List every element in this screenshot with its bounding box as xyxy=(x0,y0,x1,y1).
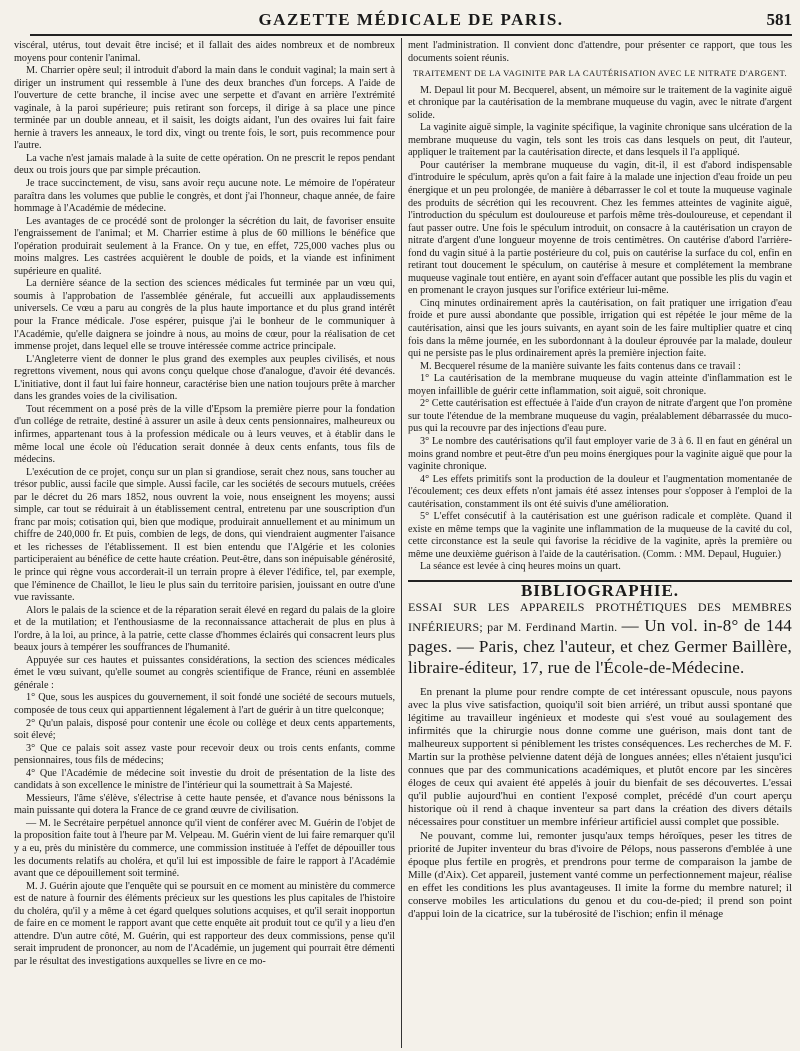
paragraph: Tout récemment on a posé près de la ville d'Epsom la première pierre pour la fondation d'un collége de retraite, destiné à assurer un asile à deux cents pensionnaires, malheureux ou infirmes, appartenant tous à la profession médicale ou à leurs veuves, et à établir dans le même local une école où l'éducation serait donnée à deux cents enfants, tous fils de médecins. xyxy=(14,403,395,466)
bibliography-heading: BIBLIOGRAPHIE. xyxy=(520,580,680,600)
book-title-main: ESSAI SUR LES APPAREILS PROTHÉTIQUES DES MEMBRES INFÉRIEURS; par M. Ferdinand Martin. xyxy=(408,599,792,634)
list-item: 1° La cautérisation de la membrane muqueuse du vagin atteinte d'inflammation est le moyen infaillible de guérir cette inflammation, soit aiguë, soit chronique. xyxy=(408,373,792,397)
left-column xyxy=(14,40,395,1045)
page-header xyxy=(30,10,792,32)
header-rule xyxy=(30,34,792,36)
paragraph: En prenant la plume pour rendre compte de cet intéressant opuscule, nous payons avec la plus vive satisfaction, quoiqu'il soit bien arriéré, un tribut aussi spontané que légitime au travailleur ingénieux et modeste qui s'est voué au soulagement des infirmités que la chirurgie nous donne comme une guérison, mais dont tant de malheureux supportent si péniblement les tristes conséquences. Les recherches de M. F. Martin sur la prothèse pelvienne datent déjà de longues années; elles n'étaient jusqu'ici connues que par des communications académiques, et plutôt encore par les sincères éloges de ceux qui avaient été appelés à jouir du bienfait de ses découvertes. L'essai qu'il publie aujourd'hui en contient l'exposé complet, précédé d'un court aperçu historique où il rend à chaque inventeur sa part dans la création des divers détails nécessaires pour constituer un membre inférieur artificiel aussi complet que possible. xyxy=(408,685,792,829)
paragraph: M. Charrier opère seul; il introduit d'abord la main dans le conduit vaginal; la main sert à diriger un instrument qui ressemble à l'une des deux branches d'un forceps. A l'aide de l'ouverture de cette branche, il incise avec une serpette et d'avant en arrière l'extrémité vaginale, à la paroi supérieure; puis retirant son forceps, il dirige à sa place une pince terminée par un double anneau, et il saisit, les doigts aidant, l'un des ovaires lui fait faire hernie à travers les anneaux, le tord dix, vingt ou trente fois, le sort, puis recommence pour l'autre. xyxy=(14,65,395,152)
list-item: 4° Que l'Académie de médecine soit investie du droit de présentation de la liste des candidats à son excellence le ministre de l'intérieur qui la soumettrait à Sa Majesté. xyxy=(14,767,395,792)
paragraph: Messieurs, l'âme s'élève, s'électrise à cette haute pensée, et d'avance nous bénissons la main puissante qui dotera la France de ce grand œuvre de civilisation. xyxy=(14,792,395,817)
paragraph: La séance est levée à cinq heures moins un quart. xyxy=(420,561,621,573)
list-item: 5° L'effet consécutif à la cautérisation est une guérison radicale et complète. Quand il existe en même temps que la vaginite une inflammation de la muqueuse de la cavité du col, cette circonstance est la seule qui favorise la récidive de la vaginite, après la première ou même une deuxième guérison à l'aide de la cautérisation. (Comm. : MM. Depaul, Huguier.) xyxy=(408,511,792,560)
paragraph: La vaginite aiguë simple, la vaginite spécifique, la vaginite chronique sans ulcération de la membrane muqueuse du vagin, tels sont les trois cas dans lesquels on peut, dit l'auteur, appliquer le traitement par la cautérisation directe, et dans lesquels il l'a appliqué. xyxy=(408,122,792,159)
paragraph: M. Depaul lit pour M. Becquerel, absent, un mémoire sur le traitement de la vaginite aiguë et chronique par la cautérisation de la membrane muqueuse du vagin, avec le nitrate d'argent solide. xyxy=(408,84,792,121)
paragraph: Ne pouvant, comme lui, remonter jusqu'aux temps héroïques, peser les titres de priorité de Jupiter inventeur du bras d'ivoire de Pélops, nous passerons d'emblée à une époque plus fertile en progrès, et prendrons pour terme de comparaison la jambe de Mille (d'Aix). Cet appareil, justement vanté comme un perfectionnement majeur, réalise en effet les conditions les plus avantageuses. Il imite la forme du membre naturel; il conserve mobiles les articulations du genou et du cou-de-pied; il prend son point d'appui loin de la cicatrice, sur la tubérosité de l'ischion; enfin il ménage xyxy=(408,829,792,921)
section-heading: TRAITEMENT DE LA VAGINITE PAR LA CAUTÉRISATION AVEC LE NITRATE D'ARGENT. xyxy=(412,68,788,79)
paragraph: M. Becquerel résume de la manière suivante les faits contenus dans ce travail : xyxy=(420,360,741,372)
list-item: 3° Que ce palais soit assez vaste pour recevoir deux ou trois cents enfants, comme pensionnaires, tous fils de médecins; xyxy=(14,742,395,767)
paragraph: Cinq minutes ordinairement après la cautérisation, on fait pratiquer une irrigation d'eau froide et pure aussi abondante que possible, irrigation qui est répétée le jour même de la cautérisation, ainsi que les jours suivants, en ayant soin de les faire multiplier quatre et cinq fois dans la même journée, en les subordonnant à la douleur éprouvée par la malade, douleur qui ne persiste pas le plus ordinairement après la première injection faite. xyxy=(408,297,792,360)
paragraph: La vache n'est jamais malade à la suite de cette opération. On ne prescrit le repos pendant deux ou trois jours que par simple précaution. xyxy=(14,152,395,177)
paragraph: Alors le palais de la science et de la réparation serait élevé en regard du palais de la gloire et de la mutilation; et l'enthousiasme de la reconnaissance attacherait de plus en plus à l'ordre, à la loi, au prince, à la patrie, cette classe d'hommes éclairés qui consacrent leurs plus beaux jours à tempérer les souffrances de l'humanité. xyxy=(14,604,395,654)
right-column xyxy=(408,40,792,1045)
list-item: 2° Qu'un palais, disposé pour contenir une école ou collège et deux cents appartements, soit élevé; xyxy=(14,717,395,742)
list-item: 2° Cette cautérisation est effectuée à l'aide d'un crayon de nitrate d'argent que l'on promène sur toute l'étendue de la membrane muqueuse du vagin, préalablement débarrassée du muco-pus qui la recouvre par des injections d'eau pure. xyxy=(408,398,792,435)
column-divider xyxy=(401,38,402,1048)
book-title xyxy=(408,600,792,678)
paragraph: Je trace succinctement, de visu, sans avoir reçu aucune note. Le mémoire de l'opérateur paraîtra dans les volumes que publie le congrès, et dont j'ai l'honneur, chaque année, de faire hommage à l'Académie de médecine. xyxy=(14,178,395,215)
paragraph: Les avantages de ce procédé sont de prolonger la sécrétion du lait, de favoriser ensuite l'engraissement de l'animal; et M. Charrier estime à plus de 60 millions le bénéfice que l'opération produirait seulement à la France. On y tue, en effet, 725,000 vaches plus ou moins malgres. Les castrées acquièrent le double de poids, et la viande est infiniment supérieure en qualité. xyxy=(14,215,395,277)
paragraph: Pour cautériser la membrane muqueuse du vagin, dit-il, il est d'abord indispensable d'introduire le spéculum, après qu'on a fait faire à la malade une injection d'eau froide un peu énergique et un peu prolongée, de manière à débarrasser le col et toute la muqueuse vaginale des produits de sécrétion qui les recouvrent. Chez les femmes atteintes de vaginite aiguë, l'introduction du spéculum est douloureuse et parfois même très-douloureuse, et cependant il faut passer outre. Une fois le spéculum introduit, on consacre à la cautérisation un crayon de nitrate d'argent d'une longueur moyenne de trois centimètres. On cautérise d'abord l'arrière-fond du vagin situé à la partie postérieure du col, puis on cautérise la surface du col, enfin en retirant tout doucement le spéculum, on cautérise à mesure et complétement la membrane muqueuse vaginale tout entière, en ayant soin d'effacer autant que possible les plis du vagin et en promenant le crayon jusques sur l'orifice extérieur lui-même. xyxy=(408,159,792,297)
paragraph: — M. le Secrétaire perpétuel annonce qu'il vient de conférer avec M. Guérin de l'objet de la proposition faite tout à l'heure par M. Velpeau. M. Guérin vient de lui faire remarquer qu'il y a eu, près du ministère du commerce, une commission instituée à l'effet de dépouiller tous les documents relatifs au choléra, et qu'il lui est impossible de faire le rapport à l'Académie avant que ce dépouillement soit terminé. xyxy=(14,817,395,880)
page-number: 581 xyxy=(766,10,792,29)
paragraph: L'Angleterre vient de donner le plus grand des exemples aux peuples civilisés, et nous regrettons vivement, nous qui avons conçu quelque chose d'analogue, d'avoir été devancés. L'initiative, dont il faut lui faire honneur, caractérise bien une nation toujours prête à marcher dans les grandes voies de la civilisation. xyxy=(14,353,395,403)
list-item: 1° Que, sous les auspices du gouvernement, il soit fondé une société de secours mutuels, composée de tous ceux qui appartiennent légalement à l'art de guérir à un titre quelconque; xyxy=(14,692,395,716)
paragraph: M. J. Guérin ajoute que l'enquête qui se poursuit en ce moment au ministère du commerce est de nature à fournir des éléments précieux sur les questions les plus capitales de l'histoire du choléra, qu'il y a même à cet égard quelques solutions acquises, et qu'il serait inopportun de faire en ce moment le rapport avant que cette enquête ait produit tout ce qu'il y a lieu d'en attendre. D'un autre côté, M. Guérin, qui est rapporteur des deux commissions, pense qu'il serait imprudent de prononcer, au nom de l'Académie, un jugement qui pourrait être démenti par le résultat des investigations auxquelles se livre en ce mo- xyxy=(14,880,395,967)
review-body xyxy=(408,686,792,922)
paragraph: viscéral, utérus, tout devait être incisé; et il fallait des aides nombreux et de nombreux moyens pour contenir l'animal. xyxy=(14,40,395,64)
paragraph: Appuyée sur ces hautes et puissantes considérations, la section des sciences médicales émet le vœu suivant, qu'elle soumet au congrès scientifique de France, réuni en assemblée générale : xyxy=(14,654,395,691)
book-details: — Un vol. in-8° de 144 pages. — Paris, chez l'auteur, et chez Germer Baillère, libraire-éditeur, 17, rue de l'École-de-Médecine. xyxy=(408,615,792,677)
list-item: 4° Les effets primitifs sont la production de la douleur et l'augmentation momentanée de l'écoulement; ces deux effets n'ont jamais été assez intenses pour s'opposer à l'emploi de la cautérisation, constamment ils ont été suivis d'une amélioration. xyxy=(408,473,792,510)
paragraph: ment l'administration. Il convient donc d'attendre, pour présenter ce rapport, que tous les documents soient réunis. xyxy=(408,40,792,64)
paragraph: La dernière séance de la section des sciences médicales fut terminée par un vœu qui, soumis à l'approbation de l'assemblée générale, fut accueilli aux applaudissements universels. Ce vœu a paru au congrès de la plus haute importance et du plus grand intérêt pour la France médicale. J'ose espérer, puisque j'ai le bonheur de le communiquer à l'Académie, qu'elle daignera se joindre à nous, au moins de cœur, pour la réalisation de cet immense projet, dans lequel elle se trouve intéressée comme actrice principale. xyxy=(14,278,395,353)
journal-title: GAZETTE MÉDICALE DE PARIS. xyxy=(258,10,564,29)
paragraph: L'exécution de ce projet, conçu sur un plan si grandiose, serait chez nous, sans toucher au trésor public, aussi facile que simple. Aussi facile, car les sociétés de secours mutuels, créées par le décret du 26 mars 1852, nous ouvrent la voie, nous enseignent les moyens; aussi simple, car tout se réduirait à un établissement central, entretenu par une souscription d'un franc par mois; cotisation qui, bien que modique, produirait annuellement et au minimum un chiffre de 240,000 fr. Et puis, combien de legs, de dons, qui viendraient augmenter l'aisance et les richesses de l'établissement. Il est bien entendu que l'Algérie et les colonies participeraient au bénéfice de cette haute création. Peut-être, dans son inépuisable générosité, le prince qui règne vous accorderait-il un terrain propre à élever l'édifice, tel, par exemple, que l'éminence de Chaillot, le lieu le plus sain du territoire parisien, jouissant en outre d'une vue ravissante. xyxy=(14,466,395,604)
list-item: 3° Le nombre des cautérisations qu'il faut employer varie de 3 à 6. Il en faut en général un moins grand nombre et peut-être d'un peu moins énergiques pour la vaginite aiguë que pour la vaginite chronique. xyxy=(408,435,792,473)
